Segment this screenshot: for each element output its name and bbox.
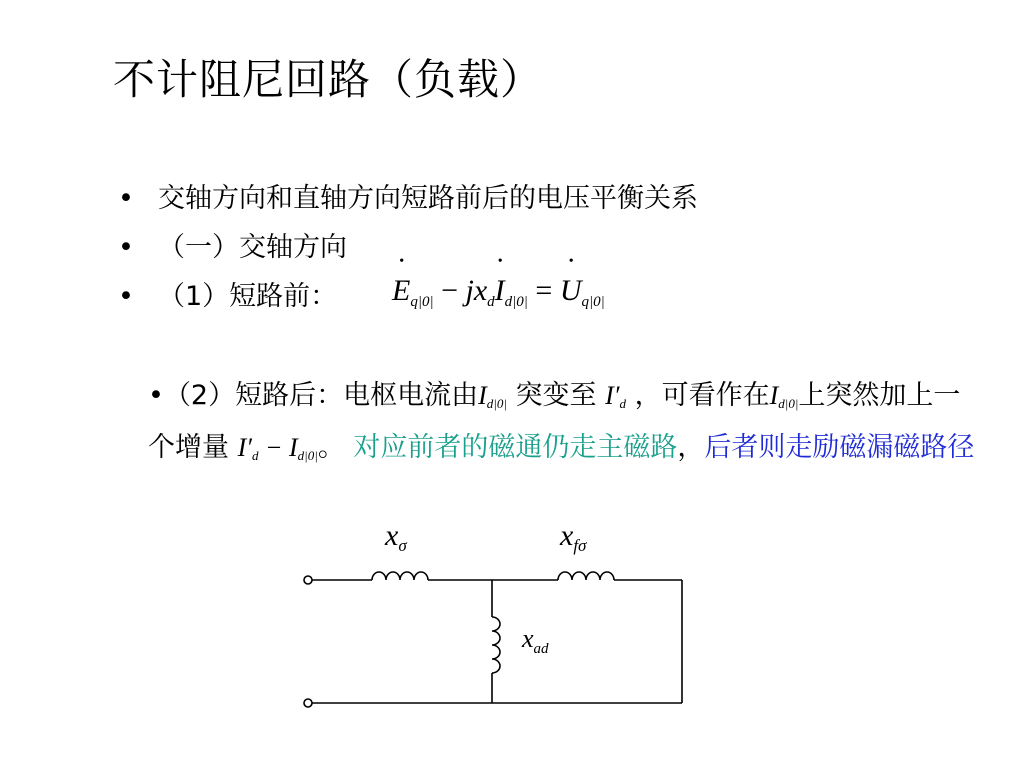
green-highlight-text: 对应前者的磁通仍走主磁路 [344, 432, 678, 463]
eq-U-symbol: • U [560, 274, 582, 308]
bullet-item-2 [118, 230, 347, 266]
bullet-text: 交轴方向和直轴方向短路前后的电压平衡关系 [158, 183, 698, 214]
after-short-paragraph [148, 374, 978, 478]
eq-x: x [473, 274, 488, 307]
bullet-marker: • [118, 183, 134, 214]
label-x-ad: $x_{ad}$ [522, 624, 549, 657]
terminal-top [304, 576, 312, 584]
symbol-I-d0: $I_{d|0|}$ [478, 381, 507, 411]
inductor-x-fsigma [558, 572, 614, 580]
eq-j: j [465, 274, 474, 307]
blue-highlight-text: 后者则走励磁漏磁路径 [704, 432, 975, 463]
bullet-item-1 [118, 181, 698, 217]
bullet-text: （一）交轴方向 [158, 232, 347, 263]
symbol-increment: $I'_d - I_{d|0|}$ [237, 433, 318, 463]
eq-x-subscript: d [487, 294, 495, 310]
eq-I-symbol: • I [495, 274, 505, 308]
eq-minus: − [441, 274, 458, 307]
paragraph-text-3: ，可看作在 [625, 380, 770, 411]
bullet-marker: • [118, 232, 134, 263]
terminal-bottom [304, 699, 312, 707]
symbol-I-prime-d: $I'_d$ [605, 381, 626, 411]
paragraph-text-5: 。 [317, 432, 345, 463]
bullet-item-3 [118, 279, 337, 315]
bullet-marker: • [118, 281, 134, 312]
eq-equals: = [535, 274, 553, 307]
inductor-x-sigma [372, 572, 428, 580]
paragraph-text-4: 上突然加上一个增量 [148, 380, 961, 463]
symbol-I-d0-second: $I_{d|0|}$ [769, 381, 799, 411]
label-x-sigma: $x_\sigma$ [385, 519, 407, 555]
eq-U-subscript: q|0| [581, 294, 605, 310]
eq-E-symbol: • E [392, 274, 410, 308]
slide-title: 不计阻尼回路（负载） [113, 55, 544, 104]
eq-E-subscript: q|0| [410, 294, 434, 310]
inductor-x-ad [492, 617, 500, 673]
paragraph-marker: • [148, 380, 164, 411]
bullet-text: （1）短路前： [158, 281, 338, 312]
equivalent-circuit-diagram [290, 515, 700, 715]
paragraph-text-2: 突变至 [506, 380, 606, 411]
eq-I-subscript: d|0| [504, 294, 528, 310]
equation-before-short [392, 274, 605, 311]
paragraph-text-1: （2）短路后：电枢电流由 [163, 380, 479, 411]
paragraph-comma: ， [677, 432, 705, 463]
label-x-fsigma: $x_{f\sigma}$ [560, 519, 587, 555]
